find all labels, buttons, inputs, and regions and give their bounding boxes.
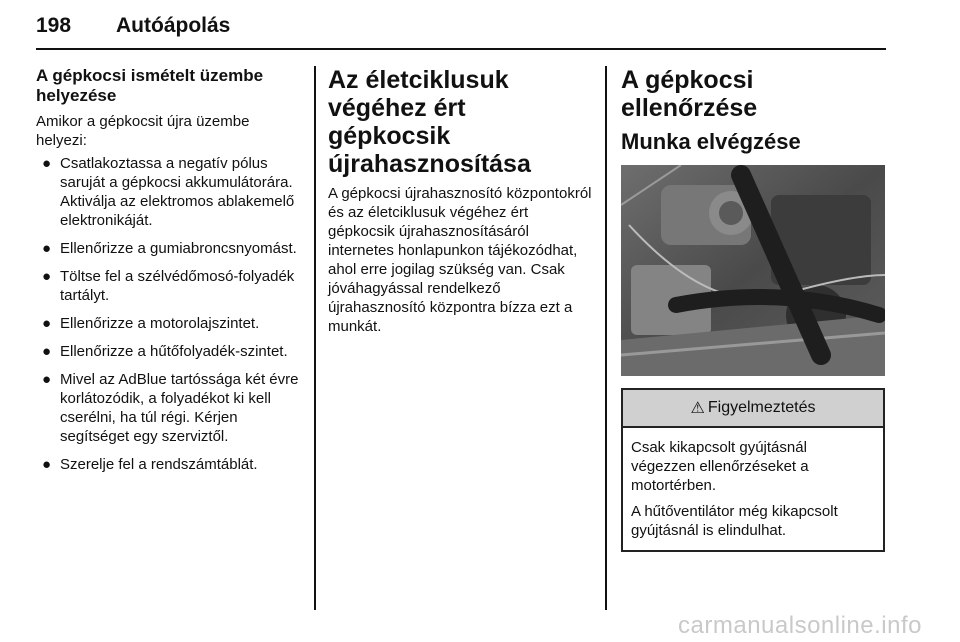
list-item-text: Mivel az AdBlue tartóssága két évre korlátozódik, a folyadékot ki kell cserélni, ha túl régi. Kérjen segítséget egy szerviztől.: [60, 371, 299, 445]
list-item: [36, 239, 304, 258]
list-item: [36, 314, 304, 333]
bullet-icon: ●: [42, 371, 52, 388]
list-item: [36, 342, 304, 361]
list-item-text: Ellenőrizze a motorolajszintet.: [60, 315, 260, 332]
list-item: [36, 267, 304, 305]
recycling-text: A gépkocsi újrahasznosító központokról és az életciklusuk végéhez ért gépkocsik újrahasznosításáról internetes honlapunkon tájékozódhat, ahol erre jogilag szükség van. Csak jóváhagyással rendelkező újrahasznosító központra bízza ezt a munkát.: [328, 185, 592, 335]
intro-text: Amikor a gépkocsit újra üzembe helyezi:: [36, 113, 250, 149]
warning-paragraph: Csak kikapcsolt gyújtásnál végezzen ellenőrzéseket a motortérben.: [631, 439, 809, 494]
column-divider-1: [314, 66, 316, 610]
column-divider-2: [605, 66, 607, 610]
list-item-text: Ellenőrizze a hűtőfolyadék-szintet.: [60, 343, 288, 360]
warning-box: [621, 388, 885, 552]
watermark: carmanualsonline.info: [678, 612, 922, 639]
bullet-icon: ●: [42, 240, 52, 257]
list-item-text: Szerelje fel a rendszámtáblát.: [60, 456, 258, 473]
list-item: [36, 455, 304, 474]
engine-bay-photo: [621, 165, 885, 376]
column-2: [328, 66, 592, 336]
warning-title: Figyelmeztetés: [707, 399, 816, 416]
bullet-icon: ●: [42, 456, 52, 473]
engine-bay-illustration: [621, 165, 885, 376]
list-item-text: Töltse fel a szélvédőmosó-folyadék tartályt.: [60, 268, 295, 304]
subheading-performing-work: Munka elvégzése: [621, 129, 801, 154]
warning-triangle-icon: ⚠: [690, 400, 705, 417]
list-item-text: Csatlakoztassa a negatív pólus saruját a gépkocsi akkumulátorára. Aktiválja az elektromos ablakemelő elektronikáját.: [60, 155, 295, 229]
warning-body: [623, 428, 883, 550]
header-rule: [36, 48, 886, 50]
list-item: [36, 370, 304, 446]
section-heading-recommissioning: A gépkocsi ismételt üzembe helyezése: [36, 66, 264, 105]
list-item-text: Ellenőrizze a gumiabroncsnyomást.: [60, 240, 297, 257]
bullet-icon: ●: [42, 315, 52, 332]
warning-header: [623, 390, 883, 428]
bullet-icon: ●: [42, 268, 52, 285]
column-3: [621, 66, 885, 552]
list-item: [36, 154, 304, 230]
bullet-icon: ●: [42, 343, 52, 360]
checklist: [36, 154, 304, 474]
page-header: [36, 14, 886, 48]
column-1: [36, 66, 304, 483]
section-heading-vehicle-check: A gépkocsi ellenőrzése: [621, 66, 758, 122]
chapter-title: Autóápolás: [116, 14, 231, 37]
bullet-icon: ●: [42, 155, 52, 172]
section-heading-recycling: Az életciklusuk végéhez ért gépkocsik újrahasznosítása: [328, 66, 531, 178]
warning-paragraph: A hűtőventilátor még kikapcsolt gyújtásnál is elindulhat.: [631, 503, 838, 539]
page-number: 198: [36, 14, 72, 37]
